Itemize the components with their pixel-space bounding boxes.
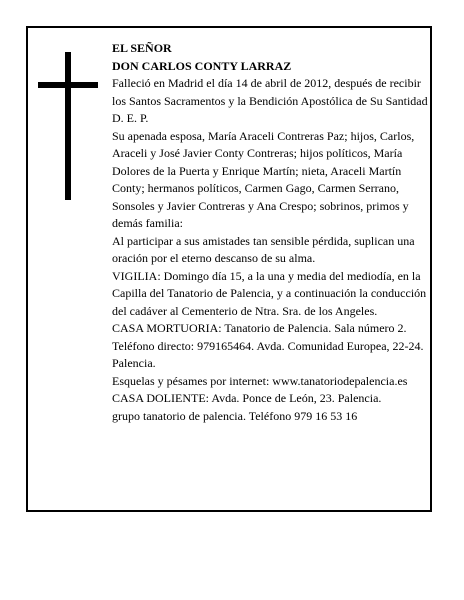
vigil-info: VIGILIA: Domingo día 15, a la una y media del mediodía, en la Capilla del Tanatorio de Palencia, y a continuación la conducción del cadáver al Cementerio de Ntra. Sra. de los Angeles. — [112, 268, 427, 318]
notice-text — [112, 40, 432, 425]
mourning-house-info: CASA DOLIENTE: Avda. Ponce de León, 23. Palencia. — [112, 391, 382, 405]
funeral-home-footer: grupo tanatorio de palencia. Teléfono 979 16 53 16 — [112, 408, 358, 423]
condolences-info: Esquelas y pésames por internet: www.tanatoriodepalencia.es — [112, 373, 408, 388]
prayer-request: Al participar a sus amistades tan sensible pérdida, suplican una oración por el eterno descanso de su alma. — [112, 233, 415, 265]
death-statement: Falleció en Madrid el día 14 de abril de 2012, después de recibir los Santos Sacramentos y la Bendición Apostólica de Su Santidad — [112, 76, 428, 108]
rip-abbreviation: D. E. P. — [112, 111, 149, 125]
mortuary-house-info: CASA MORTUORIA: Tanatorio de Palencia. Sala número 2. Teléfono directo: 979165464. Avda. Comunidad Europea, 22-24. Palencia. — [112, 321, 424, 370]
obituary-notice — [26, 26, 432, 512]
family-list: Su apenada esposa, María Araceli Contreras Paz; hijos, Carlos, Araceli y José Javier Conty Contreras; hijos políticos, María Dolores de la Puerta y Enrique Martín; nieta, Araceli Martín Conty; hermanos políticos, Carmen Gago, Carmen Serrano, Sonsoles y Javier Contreras y Ana Crespo; sobrinos, primos y demás familia: — [112, 128, 415, 230]
cross-horizontal-bar — [38, 82, 98, 88]
cross-vertical-bar — [65, 52, 71, 200]
deceased-name: DON CARLOS CONTY LARRAZ — [112, 58, 292, 73]
notice-heading: EL SEÑOR — [112, 41, 172, 55]
latin-cross-icon — [38, 52, 98, 200]
